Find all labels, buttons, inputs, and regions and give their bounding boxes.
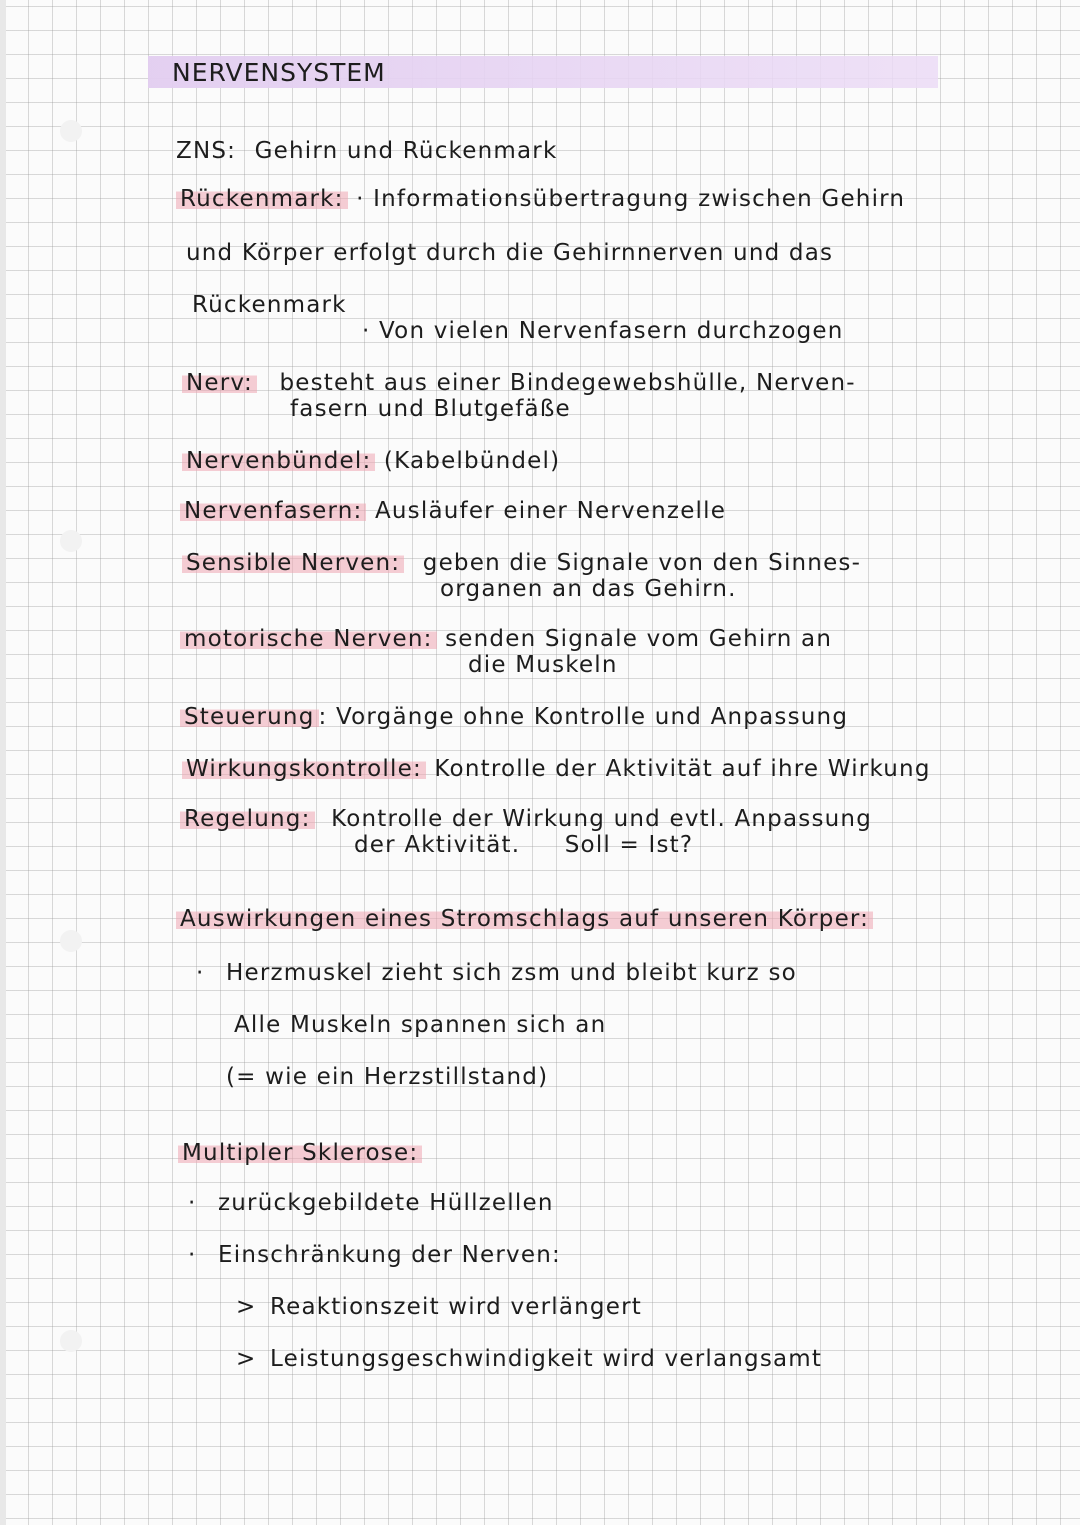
- regelung-text-2a: der Aktivität.: [354, 832, 521, 858]
- wirkungskontrolle-text: Kontrolle der Aktivität auf ihre Wirkung: [434, 756, 931, 782]
- regelung-text-1: Kontrolle der Wirkung und evtl. Anpassung: [331, 806, 872, 832]
- arrow-marker: >: [236, 1346, 257, 1372]
- punch-hole: [60, 1330, 82, 1352]
- ms-heading-line: [178, 1140, 422, 1166]
- ms-item-1-text: zurückgebildete Hüllzellen: [218, 1190, 554, 1216]
- bullet-marker: ·: [188, 1242, 197, 1268]
- page-title: NERVENSYSTEM: [172, 58, 386, 87]
- motorische-text-1: senden Signale vom Gehirn an: [445, 626, 833, 652]
- zns-term: ZNS:: [176, 138, 237, 164]
- motorische-line-1: [180, 626, 832, 652]
- steuerung-line: [180, 704, 848, 730]
- zns-text: Gehirn und Rückenmark: [254, 138, 558, 164]
- stromschlag-text-1: Herzmuskel zieht sich zsm und bleibt kurz so: [226, 960, 797, 986]
- nervenfasern-text: Ausläufer einer Nervenzelle: [374, 498, 727, 524]
- stromschlag-text-2: Alle Muskeln spannen sich an: [234, 1012, 607, 1038]
- punch-hole: [60, 930, 82, 952]
- rueckenmark-text-2: und Körper erfolgt durch die Gehirnnerven und das: [186, 240, 834, 266]
- nerv-term: Nerv:: [182, 370, 257, 396]
- ms-sub-1-text: Reaktionszeit wird verlängert: [270, 1294, 642, 1320]
- regelung-text-2b: Soll = Ist?: [564, 832, 694, 858]
- nerv-text-2: fasern und Blutgefäße: [290, 396, 571, 422]
- stromschlag-line-1: [196, 960, 797, 986]
- steuerung-term: Steuerung: [180, 704, 319, 730]
- ms-sub-2-text: Leistungsgeschwindigkeit wird verlangsamt: [270, 1346, 823, 1372]
- nervenbuendel-text: (Kabelbündel): [383, 448, 561, 474]
- nervenfasern-line: [180, 498, 726, 524]
- ms-item-2-text: Einschränkung der Nerven:: [218, 1242, 561, 1268]
- regelung-line-2: [354, 832, 693, 858]
- nervenbuendel-term: Nervenbündel:: [182, 448, 375, 474]
- ms-sub-1: [236, 1294, 642, 1320]
- ms-sub-2: [236, 1346, 822, 1372]
- rueckenmark-line-1: [176, 186, 905, 212]
- nerv-text-1: besteht aus einer Bindegewebshülle, Nerven-: [279, 370, 856, 396]
- regelung-term: Regelung:: [180, 806, 315, 832]
- bullet-marker: ·: [188, 1190, 197, 1216]
- stromschlag-heading-line: [176, 906, 873, 932]
- sensible-term: Sensible Nerven:: [182, 550, 404, 576]
- motorische-text-2: die Muskeln: [468, 652, 618, 678]
- ms-item-2: [188, 1242, 561, 1268]
- ms-item-1: [188, 1190, 554, 1216]
- motorische-term: motorische Nerven:: [180, 626, 437, 652]
- page-edge: [0, 0, 6, 1525]
- wirkungskontrolle-line: [182, 756, 931, 782]
- punch-hole: [60, 120, 82, 142]
- nervenbuendel-line: [182, 448, 560, 474]
- sensible-text-2: organen an das Gehirn.: [440, 576, 737, 602]
- nervenfasern-term: Nervenfasern:: [180, 498, 366, 524]
- sensible-text-1: geben die Signale von den Sinnes-: [422, 550, 862, 576]
- arrow-marker: >: [236, 1294, 257, 1320]
- rueckenmark-term: Rückenmark:: [176, 186, 348, 212]
- regelung-line-1: [180, 806, 872, 832]
- steuerung-text: : Vorgänge ohne Kontrolle und Anpassung: [318, 704, 849, 730]
- rueckenmark-text-1: · Informationsübertragung zwischen Gehirn: [356, 186, 906, 212]
- sensible-line-1: [182, 550, 861, 576]
- zns-line: [176, 138, 557, 164]
- stromschlag-heading: Auswirkungen eines Stromschlags auf unseren Körper:: [176, 906, 873, 932]
- stromschlag-text-3: (= wie ein Herzstillstand): [226, 1064, 549, 1090]
- rueckenmark-text-3: Rückenmark: [192, 292, 347, 318]
- ms-heading: Multipler Sklerose:: [178, 1140, 422, 1166]
- wirkungskontrolle-term: Wirkungskontrolle:: [182, 756, 426, 782]
- nerv-line-1: [182, 370, 856, 396]
- rueckenmark-text-4: · Von vielen Nervenfasern durchzogen: [362, 318, 844, 344]
- punch-hole: [60, 530, 82, 552]
- bullet-marker: ·: [196, 960, 205, 986]
